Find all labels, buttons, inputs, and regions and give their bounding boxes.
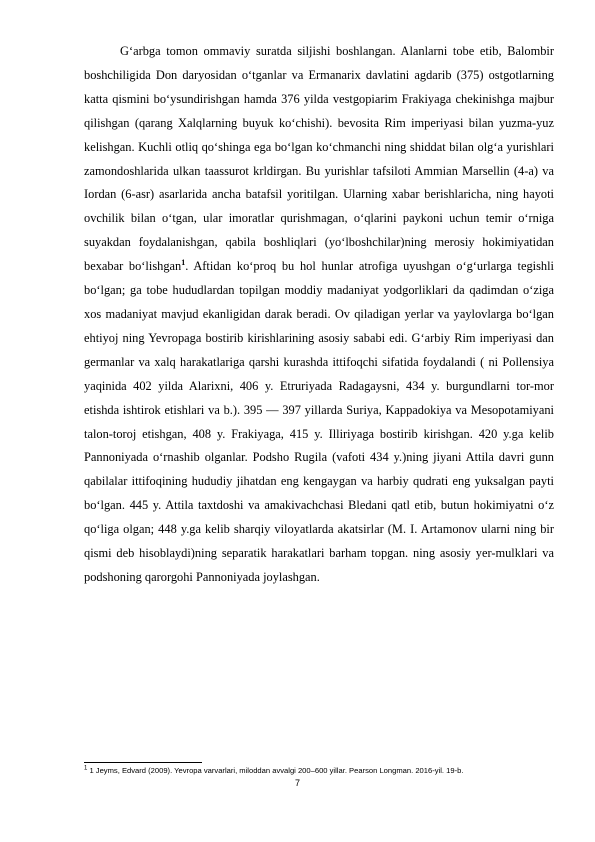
footnote-separator [84,762,202,763]
paragraph-text-part-2: . Aftidan ko‘proq bu hol hunlar atrofiga uyushgan o‘g‘urlarga tegishli bo‘lgan; ga tobe hududlardan topilgan moddiy madaniyat yodgorliklari da qadimdan o‘ziga xos madaniyat mavjud ekanligidan darak beradi. Ov qiladigan yerlar va yaylovlarga bo‘lgan ehtiyoj ning Yevropaga bostirib kirishlarining asosiy sababi edi. G‘arbiy Rim imperiyasi dan germanlar va xalq harakatlariga qarshi kurashda ittifoqchi sifatida foydalandi ( ni Pollensiya yaqinida 402 yilda Alarixni, 406 y. Etruriyada Radagaysni, 434 y. burgundlarni tor-mor etishda ishtirok etishlari va b.). 395 — 397 yillarda Suriya, Kappadokiya va Mesopotamiyani talon-toroj etishgan, 408 y. Frakiyaga, 415 y. Illiriyaga bostirib kirishgan. 420 y.ga kelib Pannoniyada o‘rnashib olganlar. Podsho Rugila (vafoti 434 y.)ning jiyani Attila davri gunn qabilalar ittifoqining hududiy jihatdan eng kengaygan va harbiy qudrati eng yuksalgan payti bo‘lgan. 445 y. Attila taxtdoshi va amakivachchasi Bledani qatl etib, butun hokimiyatni o‘z qo‘liga olgan; 448 y.ga kelib sharqiy viloyatlarda akatsirlar (M. I. Artamonov ularni ning bir qismi deb hisoblaydi)ning separatik harakatlari barham topgan. ning asosiy yer-mulklari va podshoning qarorgohi Pannoniyada joylashgan. [84,259,554,584]
footnote [84,766,554,776]
footnote-text: 1 Jeyms, Edvard (2009). Yevropa varvarlari, miloddan avvalgi 200–600 yillar. Pearson Longman. 2016-yil. 19-b. [87,766,464,775]
paragraph-text-part-1: G‘arbga tomon ommaviy suratda siljishi boshlangan. Alanlarni tobe etib, Balombir boshchiligida Don daryosidan o‘tganlar va Ermanarix davlatini agdarib (375) ostgotlarning katta qismini bo‘ysundirishgan hamda 376 yilda vestgopiarim Frakiyaga chekinishga majbur qilishgan (qarang Xalqlarning buyuk ko‘chishi). bevosita Rim imperiyasi bilan yuzma-yuz kelishgan. Kuchli otliq qo‘shinga ega bo‘lgan ko‘chmanchi ning shiddat bilan olg‘a yurishlari zamondoshlarida ulkan taassurot krldirgan. Bu yurishlar tafsiloti Ammian Marsellin (4-a) va Iordan (6-asr) asarlarida ancha batafsil yoritilgan. Ularning xabar berishlaricha, ning hayoti ovchilik bilan o‘tgan, ular imoratlar qurishmagan, o‘qlarini paykoni uchun temir o‘rniga suyakdan foydalanishgan, qabila boshliqlari (yo‘lboshchilar)ning merosiy hokimiyatidan bexabar bo‘lishgan [84,44,554,274]
footnote-marker: 1 [84,765,88,772]
page-number: 7 [294,778,300,788]
document-body [84,40,554,590]
body-paragraph [84,40,554,590]
footnote-reference[interactable]: 1 [181,258,186,268]
